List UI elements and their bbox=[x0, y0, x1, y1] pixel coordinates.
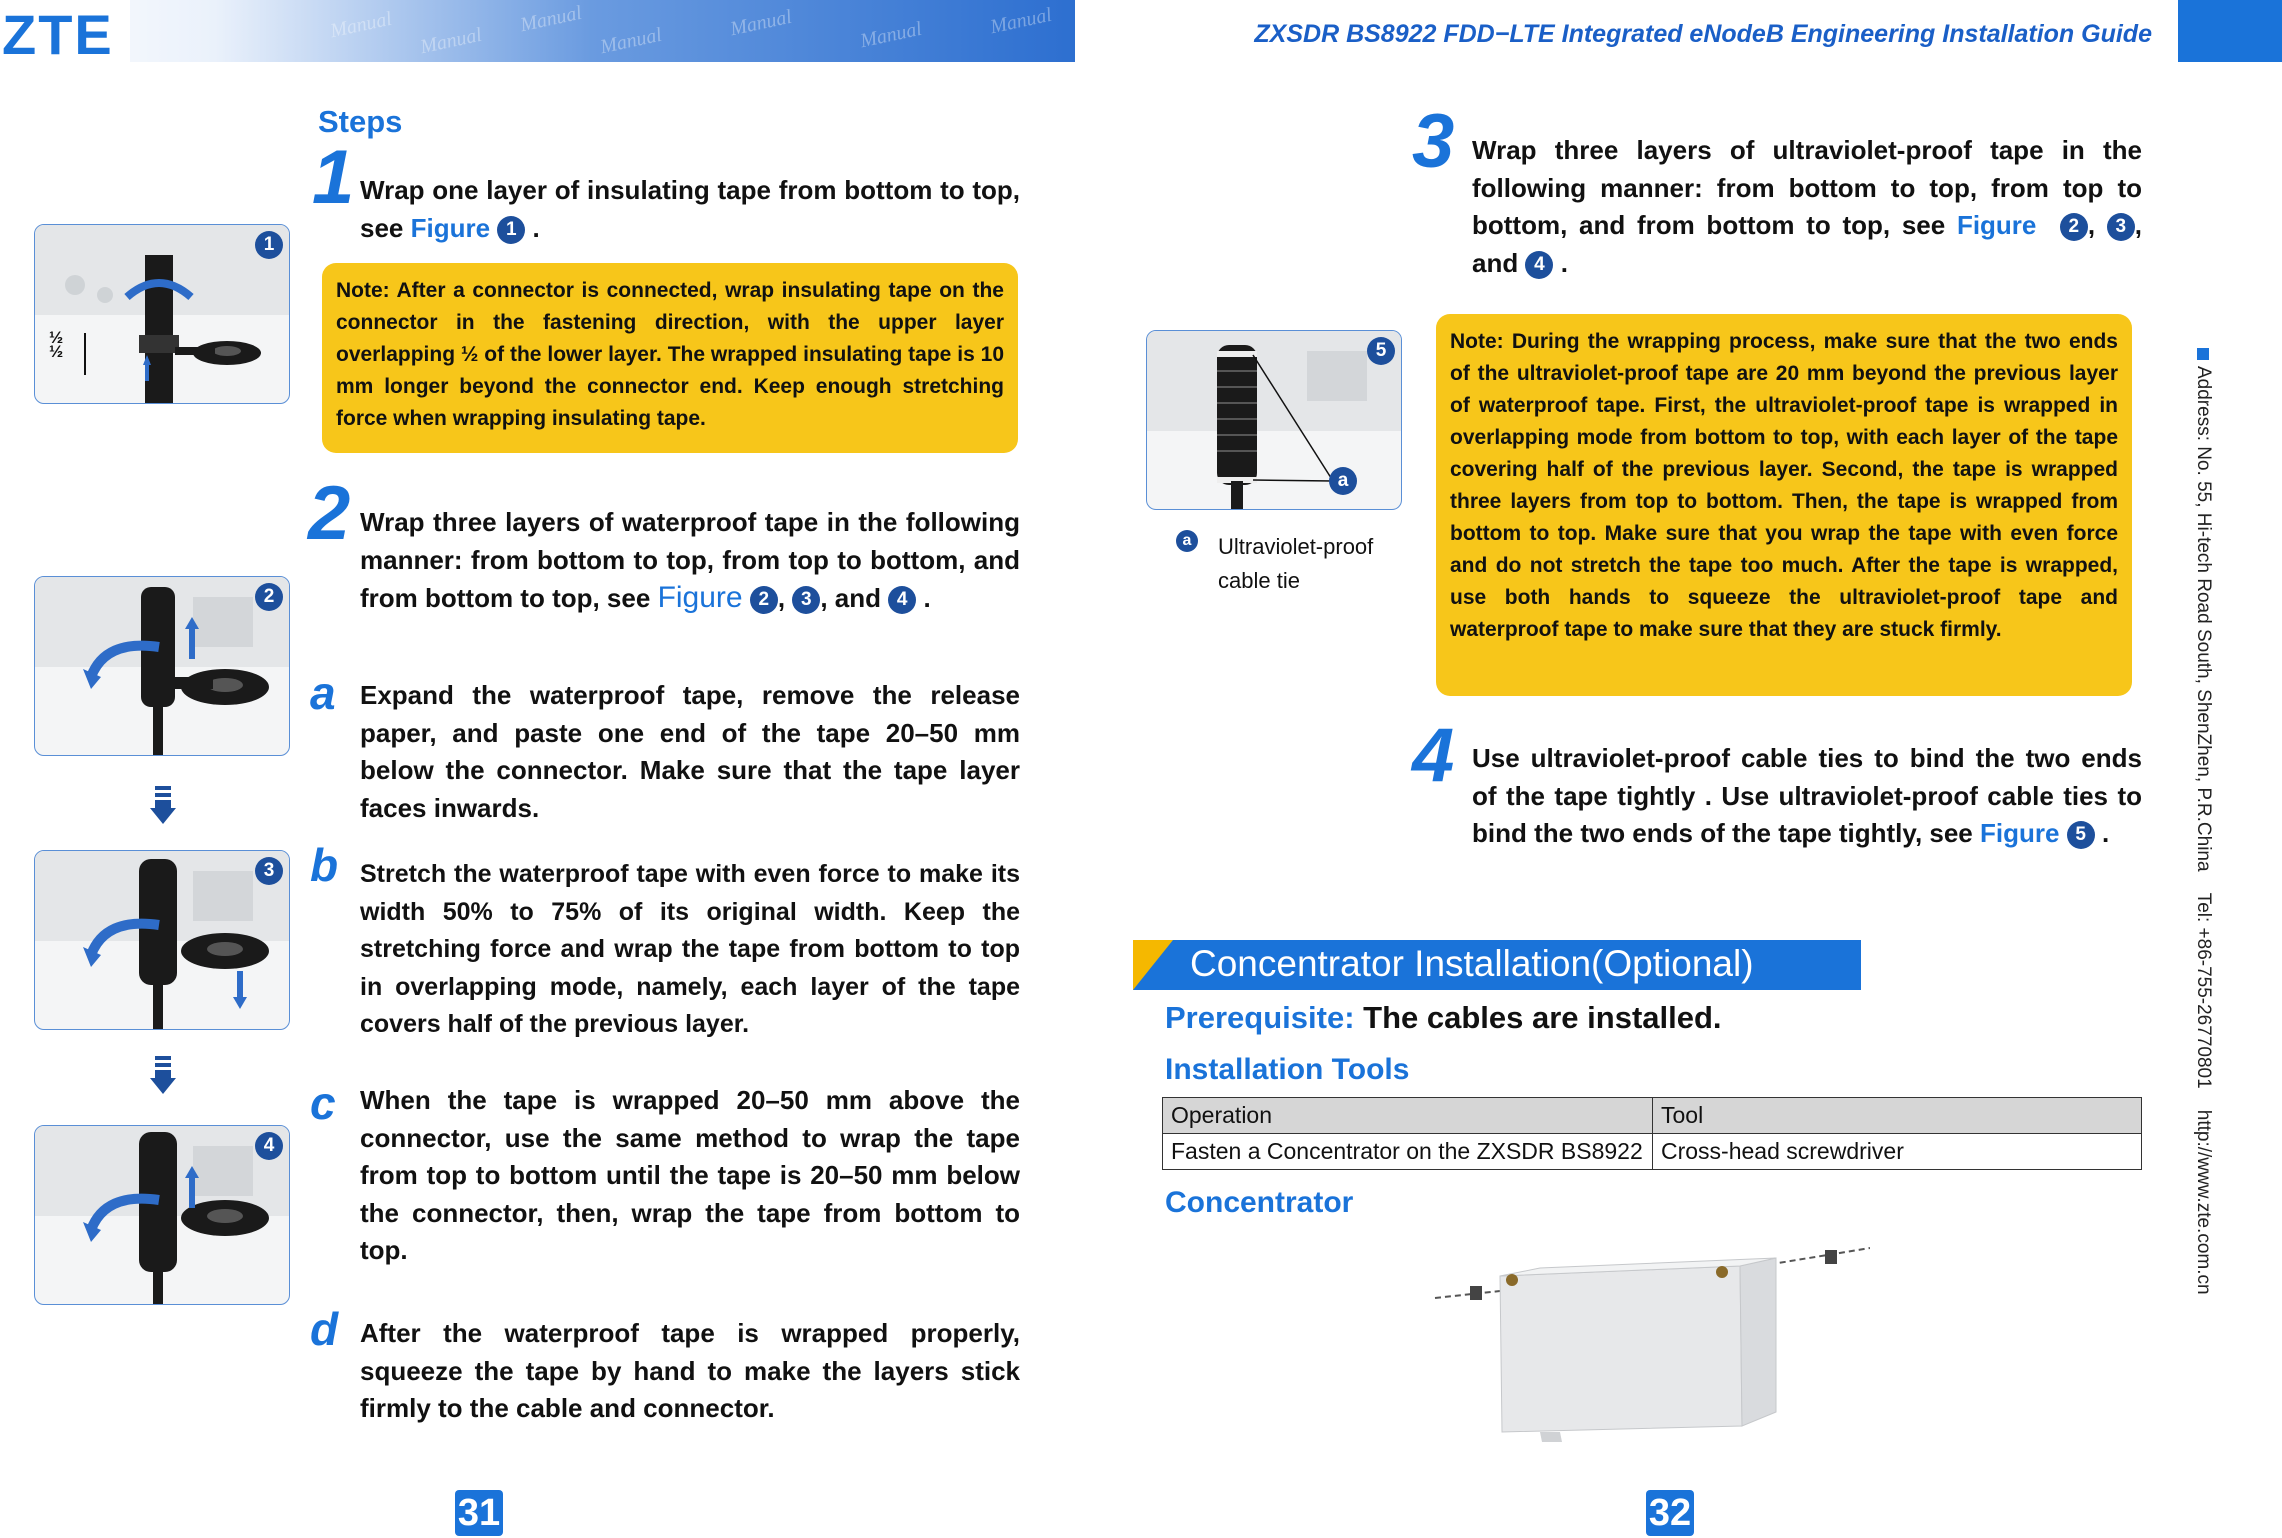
arrow-down-icon bbox=[150, 1056, 176, 1096]
substep-letter: b bbox=[310, 839, 339, 891]
figure-badge[interactable]: 3 bbox=[792, 586, 820, 614]
figure-2 bbox=[34, 576, 290, 756]
figure-number-badge: 5 bbox=[1367, 337, 1395, 365]
table-header-cell: Tool bbox=[1653, 1098, 2142, 1134]
figure-3 bbox=[34, 850, 290, 1030]
step3-tail: . bbox=[1560, 247, 1568, 278]
watermark-text: Manual bbox=[728, 5, 794, 41]
figure-badge[interactable]: 2 bbox=[750, 586, 778, 614]
prerequisite-label: Prerequisite: bbox=[1165, 1000, 1355, 1035]
step4-text bbox=[1472, 740, 2142, 853]
separator: , and bbox=[820, 583, 881, 613]
substep-c-text: When the tape is wrapped 20–50 mm above the connector, use the same method to wrap the tape from top to bottom until the tape is 20–50 mm below the connector, then, wrap the tape from bottom to top. bbox=[360, 1085, 1020, 1265]
legend-badge: a bbox=[1176, 530, 1198, 552]
figure-badge[interactable]: 2 bbox=[2060, 213, 2088, 241]
header-corner bbox=[2178, 0, 2282, 62]
figure-number-badge: 4 bbox=[255, 1132, 283, 1160]
legend-text: Ultraviolet-proof cable tie bbox=[1218, 534, 1374, 593]
substep-letter: a bbox=[310, 667, 336, 719]
prerequisite bbox=[1165, 1000, 1722, 1036]
logo-area bbox=[0, 0, 130, 66]
figure-link[interactable]: Figure bbox=[410, 212, 491, 243]
substep-b-text: Stretch the waterproof tape with even force to make its width 50% to 75% of its original width. Keep the stretching force and wrap the tape from bottom to top in overlapping mode, namely, each layer of the tape covers half of the previous layer. bbox=[360, 860, 1020, 1038]
table-cell: Fasten a Concentrator on the ZXSDR BS8922 bbox=[1163, 1134, 1653, 1170]
separator: , bbox=[777, 583, 786, 613]
substep-letter: d bbox=[310, 1303, 339, 1355]
figure-link[interactable]: Figure bbox=[657, 581, 743, 614]
note-insulating: Note: After a connector is connected, wrap insulating tape on the connector in the fastening direction, with the upper layer overlapping ½ of the lower layer. The wrapped insulating tape is 10 mm longer beyond the connector end. Keep enough stretching force when wrapping insulating tape. bbox=[322, 263, 1018, 453]
prerequisite-text: The cables are installed. bbox=[1363, 1000, 1722, 1035]
watermark-text: Manual bbox=[518, 1, 584, 37]
cable-tie-illustration-icon bbox=[1147, 331, 1402, 510]
watermark-text: Manual bbox=[988, 3, 1054, 39]
tools-table bbox=[1162, 1097, 2142, 1170]
address-text: Address: No. 55, Hi-tech Road South, ShenZhen, P.R.China bbox=[2193, 366, 2214, 872]
step1-text bbox=[360, 172, 1020, 247]
step-number: 1 bbox=[312, 135, 355, 220]
watermark-text: Manual bbox=[598, 23, 664, 59]
separator: , and bbox=[1472, 210, 2142, 278]
step2-body: Wrap three layers of waterproof tape in the following manner: from bottom to top, from top to bottom, and from bottom to top, see bbox=[360, 507, 1020, 613]
document-title: ZXSDR BS8922 FDD−LTE Integrated eNodeB Engineering Installation Guide bbox=[1254, 20, 2152, 48]
section-title: Concentrator Installation(Optional) bbox=[1190, 943, 1754, 984]
fraction-label: ½ bbox=[49, 342, 64, 361]
figure-1 bbox=[34, 224, 290, 404]
step4-body: Use ultraviolet-proof cable ties to bind the two ends of the tape tightly . Use ultraviolet-proof cable ties to bind the two ends of the tape tightly, see bbox=[1472, 743, 2142, 848]
step3-body: Wrap three layers of ultraviolet-proof tape in the following manner: from bottom to top, from top to bottom, and from bottom to top, see bbox=[1472, 135, 2142, 240]
connector-illustration-icon bbox=[35, 225, 290, 404]
step-number: 4 bbox=[1412, 713, 1455, 798]
figure-link[interactable]: Figure bbox=[1956, 210, 2037, 240]
tel-text: Tel: +86-755-26770801 bbox=[2193, 892, 2214, 1089]
callout-badge: a bbox=[1329, 467, 1357, 495]
page-number: 32 bbox=[1646, 1490, 1694, 1536]
concentrator-heading: Concentrator bbox=[1165, 1186, 1354, 1219]
page-number: 31 bbox=[455, 1490, 503, 1536]
figure-badge[interactable]: 3 bbox=[2107, 213, 2135, 241]
table-cell: Cross-head screwdriver bbox=[1653, 1134, 2142, 1170]
step2-tail: . bbox=[923, 583, 931, 613]
watermark-text: Manual bbox=[858, 17, 924, 53]
watermark-text: Manual bbox=[418, 23, 484, 59]
steps-heading: Steps bbox=[318, 104, 403, 139]
substep-letter: c bbox=[310, 1077, 336, 1129]
substep-a-text: Expand the waterproof tape, remove the release paper, and paste one end of the tape 20–50 mm below the connector. Make sure that the tape layer faces inwards. bbox=[360, 680, 1020, 823]
figure-badge[interactable]: 1 bbox=[497, 216, 525, 244]
substep-d-text: After the waterproof tape is wrapped properly, squeeze the tape by hand to make the layers stick firmly to the cable and connector. bbox=[360, 1318, 1020, 1423]
concentrator-illustration-icon bbox=[1430, 1236, 1870, 1446]
zte-logo: ZTE bbox=[2, 3, 114, 66]
arrow-down-icon bbox=[150, 786, 176, 826]
step3-text bbox=[1472, 132, 2142, 282]
step4-tail: . bbox=[2101, 818, 2110, 848]
connector-illustration-icon bbox=[35, 1126, 290, 1305]
bullet-square-icon bbox=[2197, 348, 2209, 360]
connector-illustration-icon bbox=[35, 577, 290, 756]
fraction-label: ½ bbox=[49, 328, 64, 347]
figure-link[interactable]: Figure bbox=[1980, 818, 2060, 848]
watermark-text: Manual bbox=[328, 7, 394, 43]
url-text: http://www.zte.com.cn bbox=[2193, 1109, 2214, 1295]
side-contact bbox=[2192, 348, 2214, 1295]
figure-4 bbox=[34, 1125, 290, 1305]
separator: , bbox=[2087, 210, 2096, 240]
figure-number-badge: 2 bbox=[255, 583, 283, 611]
step2-text bbox=[360, 504, 1020, 618]
table-row bbox=[1163, 1134, 2142, 1170]
note-ultraviolet: Note: During the wrapping process, make sure that the two ends of the ultraviolet-proof tape are 20 mm beyond the previous layer of waterproof tape. First, the ultraviolet-proof tape is wrapped in overlapping mode from bottom to top, with each layer of the tape covering half of the previous layer. Second, the tape is wrapped three layers from top to bottom. Then, the tape is wrapped from bottom to top. Make sure that you wrap the tape with even force and do not stretch the tape too much. After the tape is wrapped, use both hands to squeeze the ultraviolet-proof tape and waterproof tape to make sure that they are stuck firmly. bbox=[1436, 314, 2132, 696]
figure-number-badge: 3 bbox=[255, 857, 283, 885]
tools-heading: Installation Tools bbox=[1165, 1053, 1410, 1086]
step1-tail: . bbox=[532, 212, 540, 243]
table-header-row bbox=[1163, 1098, 2142, 1134]
figure-badge[interactable]: 4 bbox=[1525, 251, 1553, 279]
step-number: 3 bbox=[1412, 99, 1455, 184]
figure-5 bbox=[1146, 330, 1402, 510]
figure-badge[interactable]: 5 bbox=[2067, 821, 2095, 849]
figure-number-badge: 1 bbox=[255, 231, 283, 259]
header-band bbox=[0, 0, 1075, 62]
connector-illustration-icon bbox=[35, 851, 290, 1030]
step-number: 2 bbox=[308, 471, 351, 556]
table-header-cell: Operation bbox=[1163, 1098, 1653, 1134]
figure-badge[interactable]: 4 bbox=[888, 586, 916, 614]
banner-accent bbox=[1133, 940, 1173, 990]
step1-body: Wrap one layer of insulating tape from bottom to top, see bbox=[360, 175, 1020, 243]
